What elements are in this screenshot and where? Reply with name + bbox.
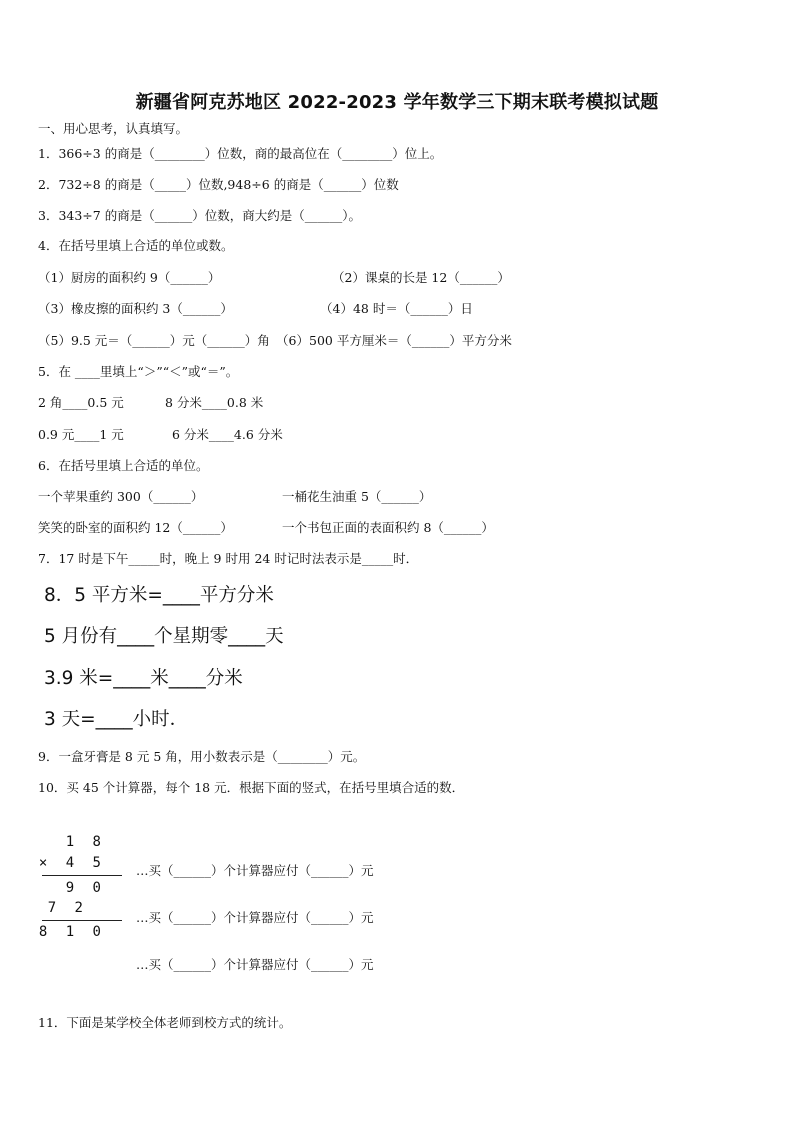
question-4-item-1: （1）厨房的面积约 9（______） (38, 270, 221, 285)
arith-rule-top (42, 875, 122, 876)
question-10-stem: 10．买 45 个计算器，每个 18 元．根据下面的竖式，在括号里填合适的数． (38, 780, 465, 795)
question-1: 1．366÷3 的商是（________）位数，商的最高位在（________）位上。 (38, 146, 443, 161)
question-4-item-4: （4）48 时＝（______）日 (320, 301, 473, 316)
question-6-item-1: 一个苹果重约 300（______） (38, 489, 204, 504)
question-10-line-2: …买（______）个计算器应付（______）元 (136, 910, 374, 925)
question-6-item-2: 一桶花生油重 5（______） (282, 489, 432, 504)
question-8-line-1: 8．5 平方米=____平方分米 (44, 585, 274, 606)
section-heading: 一、用心思考，认真填写。 (38, 121, 189, 136)
question-6-stem: 6．在括号里填上合适的单位。 (38, 458, 209, 473)
question-4-stem: 4．在括号里填上合适的单位或数。 (38, 238, 234, 253)
question-5-item-1: 2 角____0.5 元 (38, 395, 124, 410)
arith-multiplier: × 4 5 (38, 855, 106, 871)
question-2: 2．732÷8 的商是（_____）位数,948÷6 的商是（______）位数 (38, 177, 399, 192)
page-title: 新疆省阿克苏地区 2022-2023 学年数学三下期末联考模拟试题 (135, 92, 659, 113)
question-6-item-4: 一个书包正面的表面积约 8（______） (282, 520, 494, 535)
question-9: 9．一盒牙膏是 8 元 5 角，用小数表示是（________）元。 (38, 749, 366, 764)
question-5-stem: 5．在 ____里填上“＞”“＜”或“＝”。 (38, 364, 239, 379)
question-5-item-2: 8 分米____0.8 米 (165, 395, 264, 410)
arith-product: 8 1 0 (38, 924, 106, 940)
question-8-line-4: 3 天=____小时． (44, 709, 189, 730)
question-10-line-3: …买（______）个计算器应付（______）元 (136, 957, 374, 972)
question-4-item-3: （3）橡皮擦的面积约 3（______） (38, 301, 233, 316)
question-8-line-3: 3.9 米=____米____分米 (44, 668, 243, 689)
arith-multiplicand: 1 8 (65, 834, 106, 850)
question-4-items-5-6: （5）9.5 元＝（______）元（______）角 （6）500 平方厘米＝（______）平方分米 (38, 333, 512, 348)
question-10-line-1: …买（______）个计算器应付（______）元 (136, 863, 374, 878)
question-5-item-4: 6 分米____4.6 分米 (172, 427, 283, 442)
question-7: 7．17 时是下午_____时，晚上 9 时用 24 时记时法表示是_____时． (38, 551, 419, 566)
arith-rule-bottom (42, 920, 122, 921)
question-6-item-3: 笑笑的卧室的面积约 12（______） (38, 520, 233, 535)
question-5-item-3: 0.9 元____1 元 (38, 427, 124, 442)
vertical-multiplication (36, 832, 136, 944)
arith-partial-1: 9 0 (65, 880, 106, 896)
arith-partial-2: 7 2 (47, 900, 88, 916)
question-3: 3．343÷7 的商是（______）位数，商大约是（______）。 (38, 208, 361, 223)
question-8-line-2: 5 月份有____个星期零____天 (44, 626, 284, 647)
question-4-item-2: （2）课桌的长是 12（______） (332, 270, 510, 285)
question-11: 11．下面是某学校全体老师到校方式的统计。 (38, 1015, 292, 1030)
